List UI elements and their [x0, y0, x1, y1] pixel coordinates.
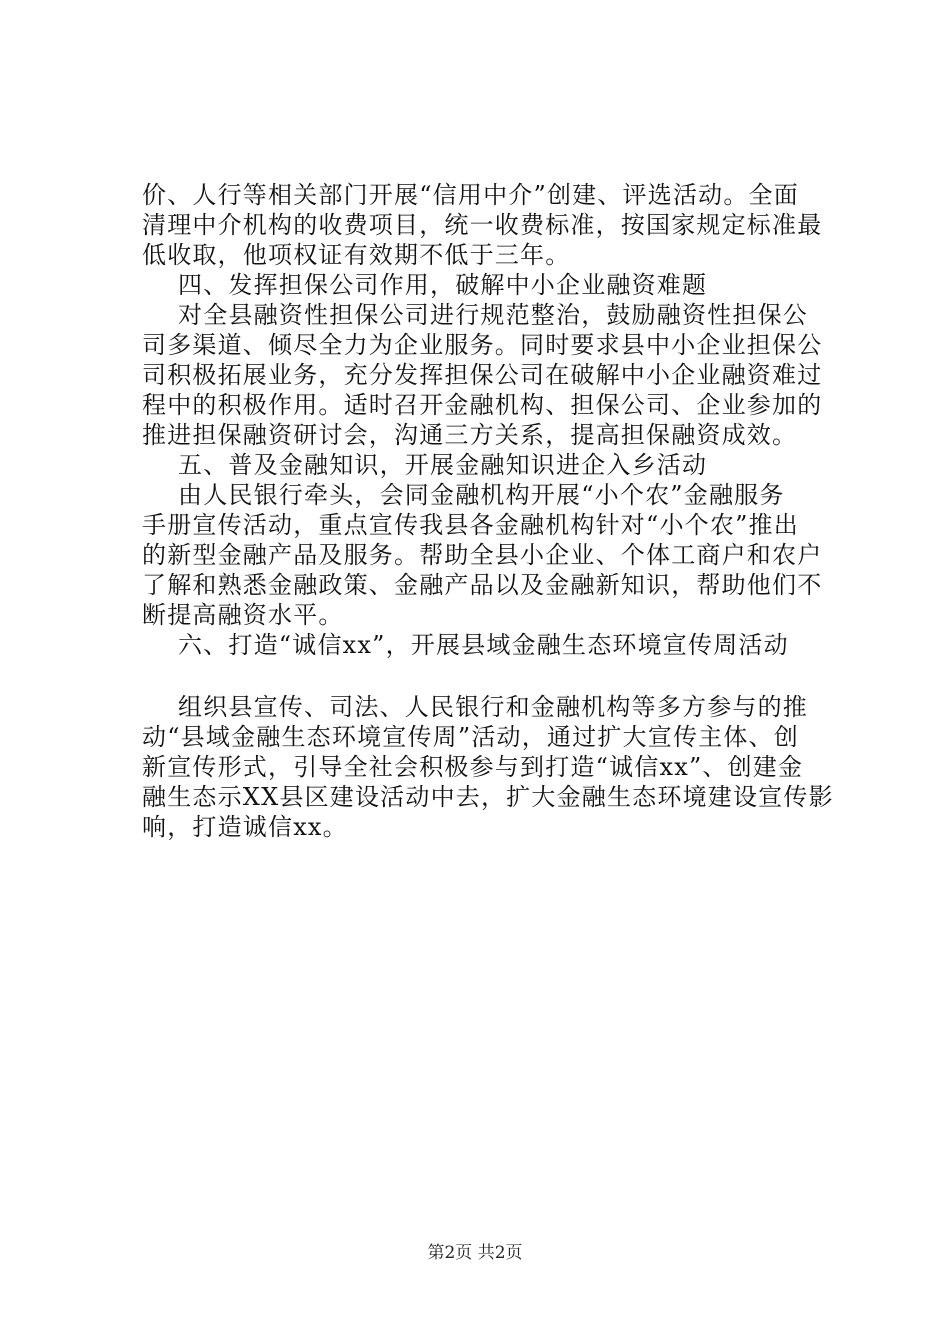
text-line: 清理中介机构的收费项目，统一收费标准，按国家规定标准最	[142, 211, 823, 239]
section-heading-4: 四、发挥担保公司作用，破解中小企业融资难题	[178, 271, 708, 299]
text-line: 融生态示XX县区建设活动中去，扩大金融生态环境建设宣传影	[142, 783, 834, 811]
text-line: 的新型金融产品及服务。帮助全县小企业、个体工商户和农户	[142, 541, 823, 569]
text-line: 组织县宣传、司法、人民银行和金融机构等多方参与的推	[178, 693, 808, 721]
text-line: 手册宣传活动，重点宣传我县各金融机构针对“小个农”推出	[142, 511, 799, 539]
text-line: 司积极拓展业务，充分发挥担保公司在破解中小企业融资难过	[142, 361, 823, 389]
page-footer: 第2页 共2页	[427, 1243, 523, 1263]
text-line: 了解和熟悉金融政策、金融产品以及金融新知识，帮助他们不	[142, 571, 823, 599]
text-line: 新宣传形式，引导全社会积极参与到打造“诚信xx”、创建金	[142, 753, 804, 781]
text-line: 司多渠道、倾尽全力为企业服务。同时要求县中小企业担保公	[142, 331, 823, 359]
text-line: 低收取，他项权证有效期不低于三年。	[142, 241, 571, 269]
text-line: 推进担保融资研讨会，沟通三方关系，提高担保融资成效。	[142, 421, 798, 449]
section-heading-6: 六、打造“诚信xx”，开展县域金融生态环境宣传周活动	[178, 631, 789, 659]
text-line: 动“县域金融生态环境宣传周”活动，通过扩大宣传主体、创	[142, 723, 799, 751]
section-heading-5: 五、普及金融知识，开展金融知识进企入乡活动	[178, 451, 708, 479]
text-line: 断提高融资水平。	[142, 601, 344, 629]
text-line: 对全县融资性担保公司进行规范整治，鼓励融资性担保公	[178, 301, 808, 329]
text-line: 由人民银行牵头，会同金融机构开展“小个农”金融服务	[178, 481, 785, 509]
text-line: 价、人行等相关部门开展“信用中介”创建、评选活动。全面	[142, 181, 799, 209]
text-line: 响，打造诚信xx。	[142, 813, 348, 841]
text-line: 程中的积极作用。适时召开金融机构、担保公司、企业参加的	[142, 391, 823, 419]
